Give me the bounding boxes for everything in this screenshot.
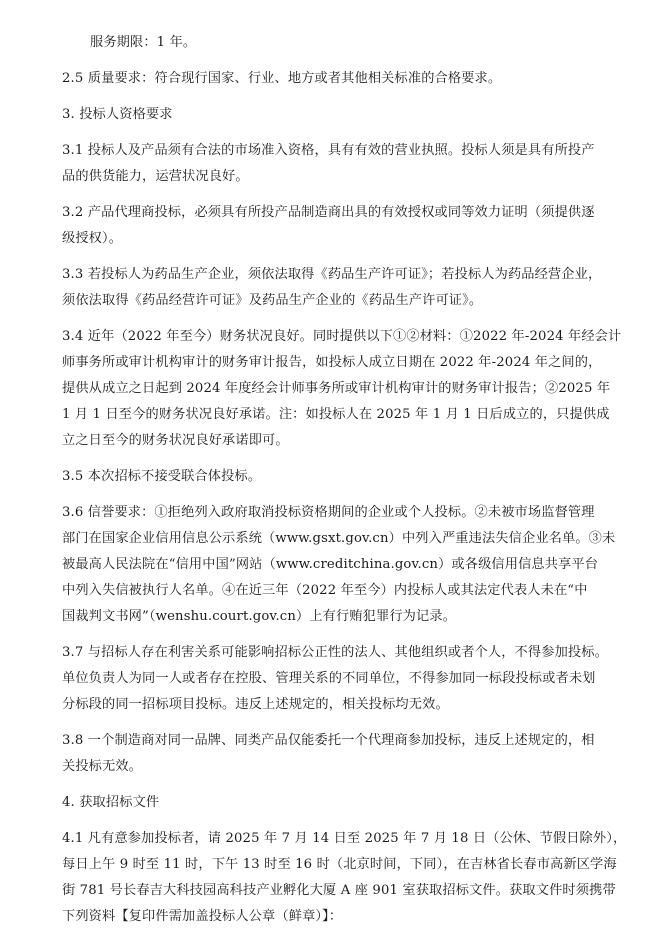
text-line: 师事务所或审计机构审计的财务审计报告，如投标人成立日期在 2022 年-2024 年之间的， — [62, 355, 602, 370]
text-line: 3. 投标人资格要求 — [62, 107, 173, 122]
text-line: 3.4 近年（2022 年至今）财务状况良好。同时提供以下①②材料：①2022 年-2024 年经会计 — [62, 329, 622, 344]
paragraph-clause-3-5 — [62, 464, 608, 490]
text-line: 3.8 一个制造商对同一品牌、同类产品仅能委托一个代理商参加投标，违反上述规定的，相 — [62, 733, 595, 748]
paragraph-clause-4-1 — [62, 826, 627, 930]
text-line: 分标段的同一招标项目投标。违反上述规定的，相关投标均无效。 — [62, 697, 449, 712]
text-line: 3.7 与招标人存在利害关系可能影响招标公正性的法人、其他组织或者个人，不得参加投标。 — [62, 645, 608, 660]
text-line: 下列资料【复印件需加盖投标人公章（鲜章）】： — [62, 909, 343, 924]
paragraph-clause-3-2 — [62, 200, 608, 252]
paragraph-quality-requirement — [62, 66, 608, 92]
text-line: 3.6 信誉要求：①拒绝列入政府取消投标资格期间的企业或个人投标。②未被市场监督管理 — [62, 505, 595, 520]
text-line: 3.3 若投标人为药品生产企业，须依法取得《药品生产许可证》；若投标人为药品经营企业， — [62, 267, 602, 282]
document-page — [62, 30, 627, 930]
paragraph-service-period — [62, 30, 608, 56]
text-line: 4. 获取招标文件 — [62, 795, 160, 810]
text-line: 立之日至今的财务状况良好承诺即可。 — [62, 433, 289, 448]
text-line: 品的供货能力，运营状况良好。 — [62, 169, 249, 184]
paragraph-section-4-heading — [62, 790, 608, 816]
text-line: 关投标无效。 — [62, 759, 143, 774]
text-line: 国裁判文书网”（wenshu.court.gov.cn）上有行贿犯罪行为记录。 — [62, 609, 457, 624]
paragraph-clause-3-1 — [62, 138, 608, 190]
paragraph-clause-3-6 — [62, 500, 616, 630]
text-line: 须依法取得《药品经营许可证》及药品生产企业的《药品生产许可证》。 — [62, 293, 483, 308]
text-line: 部门在国家企业信用信息公示系统（www.gsxt.gov.cn）中列入严重违法失信企业名单。③未 — [62, 531, 616, 546]
paragraph-clause-3-4 — [62, 324, 622, 454]
paragraph-clause-3-3 — [62, 262, 608, 314]
paragraph-clause-3-8 — [62, 728, 608, 780]
text-line: 3.5 本次招标不接受联合体投标。 — [62, 469, 262, 484]
document-body — [62, 30, 627, 930]
text-line: 服务期限：1 年。 — [90, 35, 197, 50]
paragraph-section-3-heading — [62, 102, 608, 128]
text-line: 1 月 1 日至今的财务状况良好承诺。注：如投标人在 2025 年 1 月 1 日后成立的，只提供成 — [62, 407, 610, 422]
paragraph-clause-3-7 — [62, 640, 608, 718]
text-line: 每日上午 9 时至 11 时，下午 13 时至 16 时（北京时间，下同），在吉林省长春市高新区学海 — [62, 857, 617, 872]
text-line: 单位负责人为同一人或者存在控股、管理关系的不同单位，不得参加同一标段投标或者未划 — [62, 671, 596, 686]
text-line: 提供从成立之日起到 2024 年度经会计师事务所或审计机构审计的财务审计报告；②2025 年 — [62, 381, 611, 396]
text-line: 3.1 投标人及产品须有合法的市场准入资格，具有有效的营业执照。投标人须是具有所投产 — [62, 143, 595, 158]
text-line: 2.5 质量要求：符合现行国家、行业、地方或者其他相关标准的合格要求。 — [62, 71, 502, 86]
text-line: 级授权）。 — [62, 231, 123, 246]
text-line: 中列入失信被执行人名单。④在近三年（2022 年至今）内投标人或其法定代表人未在“中 — [62, 583, 588, 598]
text-line: 被最高人民法院在“信用中国”网站（www.creditchina.gov.cn）或各级信用信息共享平台 — [62, 557, 599, 572]
text-line: 街 781 号长春吉大科技园高科技产业孵化大厦 A 座 901 室获取招标文件。获取文件时须携带 — [62, 883, 616, 898]
text-line: 3.2 产品代理商投标，必须具有所投产品制造商出具的有效授权或同等效力证明（须提供逐 — [62, 205, 595, 220]
text-line: 4.1 凡有意参加投标者，请 2025 年 7 月 14 日至 2025 年 7 月 18 日（公休、节假日除外）， — [62, 831, 627, 846]
